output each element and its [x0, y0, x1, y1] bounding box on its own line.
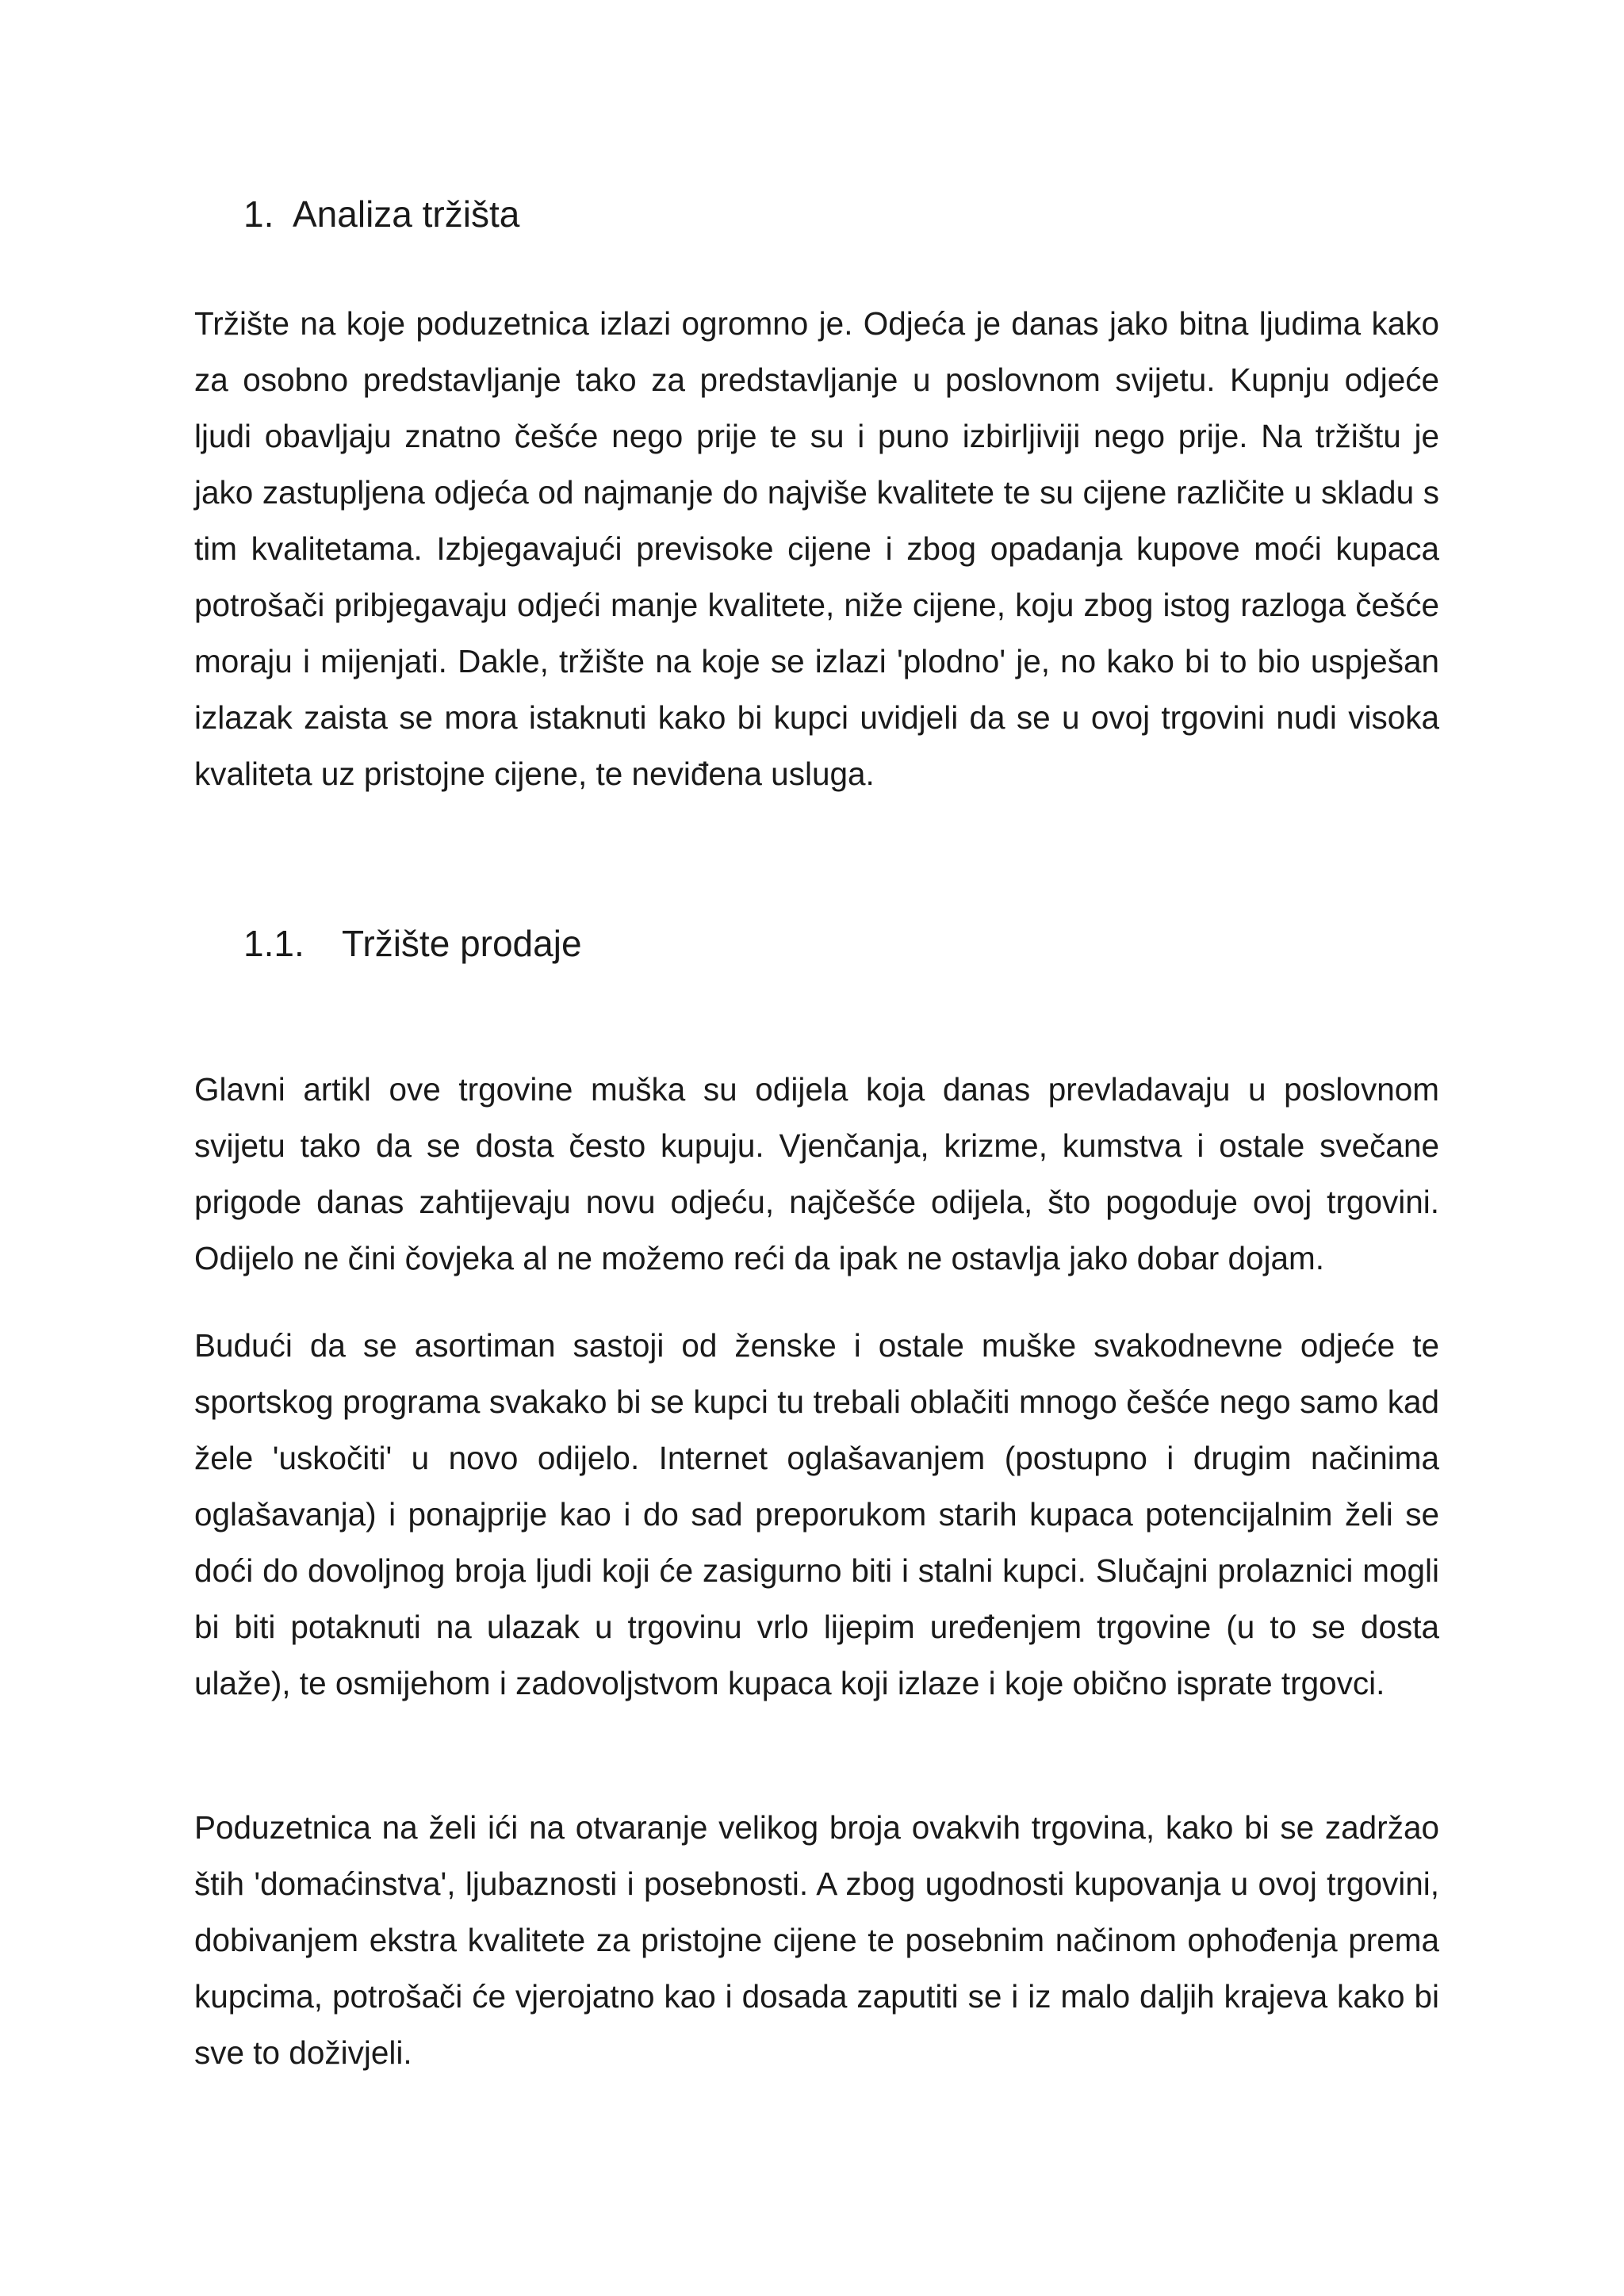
- paragraph: Budući da se asortiman sastoji od ženske i ostale muške svakodnevne odjeće te sportskog programa svakako bi se kupci tu trebali oblačiti mnogo češće nego samo kad žele 'uskočiti' u novo odijelo. Internet oglašavanjem (postupno i drugim načinima oglašavanja) i ponajprije kao i do sad preporukom starih kupaca potencijalnim želi se doći do dovoljnog broja ljudi koji će zasigurno biti i stalni kupci. Slučajni prolaznici mogli bi biti potaknuti na ulazak u trgovinu vrlo lijepim uređenjem trgovine (u to se dosta ulaže), te osmijehom i zadovoljstvom kupaca koji izlaze i koje obično isprate trgovci.: [194, 1327, 1439, 1701]
- paragraph: Tržište na koje poduzetnica izlazi ogromno je. Odjeća je danas jako bitna ljudima kako za osobno predstavljanje tako za predstavljanje u poslovnom svijetu. Kupnju odjeće ljudi obavljaju znatno češće nego prije te su i puno izbirljiviji nego prije. Na tržištu je jako zastupljena odjeća od najmanje do najviše kvalitete te su cijene različite u skladu s tim kvalitetama. Izbjegavajući previsoke cijene i zbog opadanja kupove moći kupaca potrošači pribjegavaju odjeći manje kvalitete, niže cijene, koju zbog istog razloga češće moraju i mijenjati. Dakle, tržište na koje se izlazi 'plodno' je, no kako bi to bio uspješan izlazak zaista se mora istaknuti kako bi kupci uvidjeli da se u ovoj trgovini nudi visoka kvaliteta uz pristojne cijene, te neviđena usluga.: [194, 305, 1439, 792]
- subsection-heading: [243, 920, 582, 967]
- paragraph: Glavni artikl ove trgovine muška su odijela koja danas prevladavaju u poslovnom svijetu tako da se dosta često kupuju. Vjenčanja, krizme, kumstva i ostale svečane prigode danas zahtijevaju novu odjeću, najčešće odijela, što pogoduje ovoj trgovini. Odijelo ne čini čovjeka al ne možemo reći da ipak ne ostavlja jako dobar dojam.: [194, 1071, 1439, 1276]
- section-heading: [243, 190, 519, 238]
- section-title: Analiza tržišta: [293, 193, 520, 235]
- subsection-number: 1.1.: [243, 923, 304, 964]
- section-number: 1.: [243, 193, 274, 235]
- paragraph: Poduzetnica na želi ići na otvaranje velikog broja ovakvih trgovina, kako bi se zadržao štih 'domaćinstva', ljubaznosti i posebnosti. A zbog ugodnosti kupovanja u ovoj trgovini, dobivanjem ekstra kvalitete za pristojne cijene te posebnim načinom ophođenja prema kupcima, potrošači će vjerojatno kao i dosada zaputiti se i iz malo daljih krajeva kako bi sve to doživjeli.: [194, 1809, 1439, 2071]
- subsection-title: Tržište prodaje: [342, 923, 582, 964]
